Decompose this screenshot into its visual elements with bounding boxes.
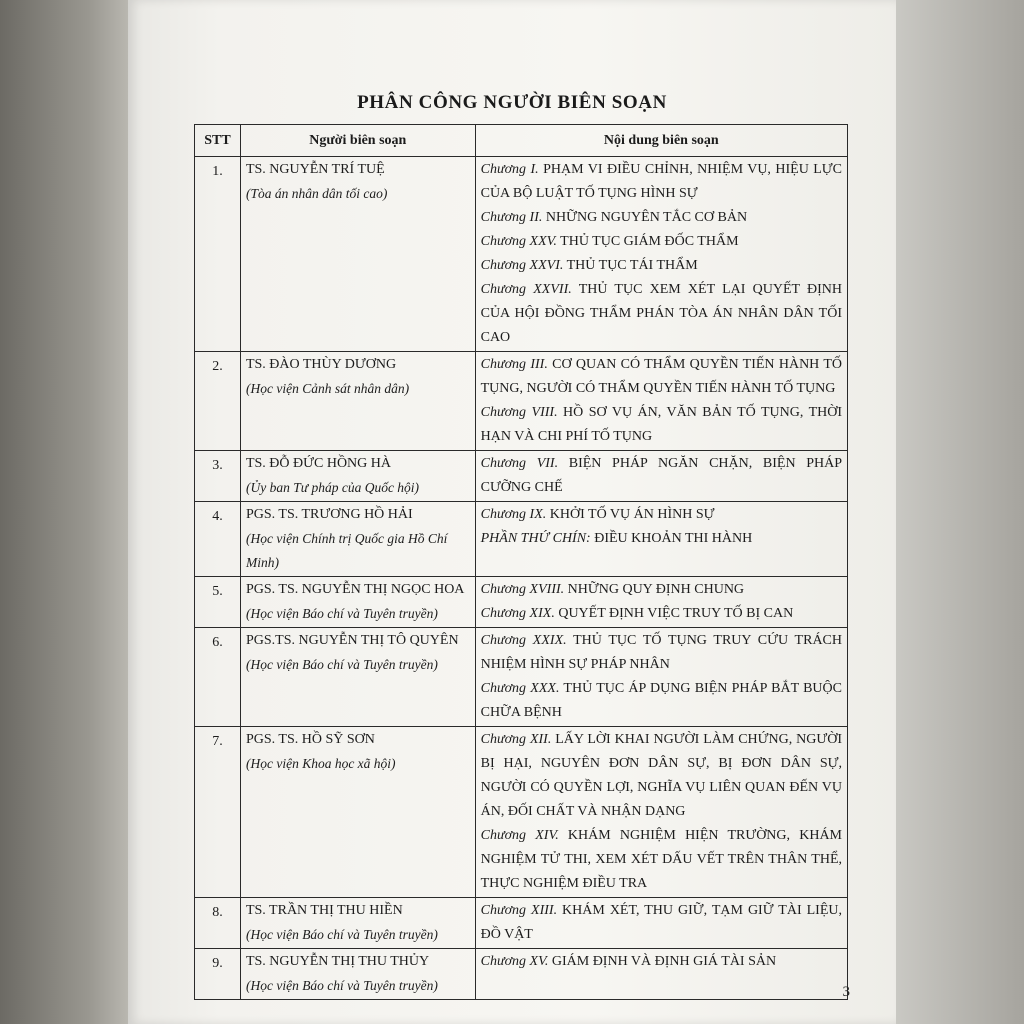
content-cell (475, 628, 847, 727)
chapter-title: THỦ TỤC TỐ TỤNG TRUY CỨU TRÁCH NHIỆM HÌNH SỰ PHÁP NHÂN (480, 633, 842, 672)
chapter-entry (481, 278, 842, 350)
chapter-title: BIỆN PHÁP NGĂN CHẶN, BIỆN PHÁP CƯỠNG CHẾ (480, 456, 842, 495)
chapter-entry (481, 527, 842, 551)
chapter-number: Chương VII. (480, 456, 559, 471)
facing-page-right (896, 0, 1024, 1024)
author-name: PGS. TS. NGUYỄN THỊ NGỌC HOA (245, 582, 465, 597)
author-name: TS. ĐÀO THÙY DƯƠNG (245, 357, 397, 372)
table-row (195, 949, 848, 1000)
chapter-number: Chương XXVI. (480, 258, 564, 273)
chapter-number: Chương III. (480, 357, 548, 372)
author-cell (240, 577, 475, 628)
author-name: TS. NGUYỄN TRÍ TUỆ (245, 162, 385, 177)
chapter-number: Chương II. (480, 210, 543, 225)
chapter-entry (481, 629, 842, 677)
chapter-entry (481, 503, 842, 527)
author-name: TS. TRẦN THỊ THU HIỀN (245, 903, 403, 918)
chapter-entry (481, 353, 842, 401)
author-organization: (Học viện Báo chí và Tuyên truyền) (245, 978, 438, 993)
chapter-title: LẤY LỜI KHAI NGƯỜI LÀM CHỨNG, NGƯỜI BỊ HẠI, NGUYÊN ĐƠN DÂN SỰ, BỊ ĐƠN DÂN SỰ, NGƯỜI CÓ QUYỀN LỢI, NGHĨA VỤ LIÊN QUAN ĐẾN VỤ ÁN, ĐỐI CHẤT VÀ NHẬN DẠNG (480, 732, 842, 819)
content-cell (475, 898, 847, 949)
chapter-title: CƠ QUAN CÓ THẨM QUYỀN TIẾN HÀNH TỐ TỤNG, NGƯỜI CÓ THẨM QUYỀN TIẾN HÀNH TỐ TỤNG (480, 357, 842, 396)
chapter-entry (481, 824, 842, 896)
content-cell (475, 451, 847, 502)
chapter-title: PHẠM VI ĐIỀU CHỈNH, NHIỆM VỤ, HIỆU LỰC CỦA BỘ LUẬT TỐ TỤNG HÌNH SỰ (480, 162, 843, 201)
header-content: Nội dung biên soạn (475, 125, 847, 157)
chapter-title: THỦ TỤC GIÁM ĐỐC THẨM (556, 234, 739, 249)
chapter-entry (481, 452, 842, 500)
author-organization: (Học viện Báo chí và Tuyên truyền) (245, 606, 438, 621)
table-body (195, 157, 848, 1000)
row-number: 1. (195, 157, 241, 352)
table-row (195, 157, 848, 352)
content-cell (475, 727, 847, 898)
chapter-entry (481, 158, 842, 206)
chapter-number: Chương XIV. (480, 828, 559, 843)
chapter-number: Chương XIX. (480, 606, 555, 621)
row-number: 3. (195, 451, 241, 502)
author-cell (240, 727, 475, 898)
chapter-number: Chương IX. (480, 507, 547, 522)
chapter-number: Chương XXIX. (480, 633, 567, 648)
content-cell (475, 157, 847, 352)
table-header-row (195, 125, 848, 157)
content-cell (475, 352, 847, 451)
author-name: PGS.TS. NGUYỄN THỊ TÔ QUYÊN (245, 633, 459, 648)
content-cell (475, 949, 847, 1000)
chapter-entry (481, 602, 842, 626)
table-row (195, 352, 848, 451)
author-assignment-table (194, 124, 848, 1000)
chapter-title: NHỮNG NGUYÊN TẮC CƠ BẢN (542, 210, 748, 225)
chapter-number: Chương XXV. (480, 234, 557, 249)
row-number: 4. (195, 502, 241, 577)
author-cell (240, 949, 475, 1000)
author-name: PGS. TS. TRƯƠNG HỒ HẢI (245, 507, 413, 522)
author-cell (240, 352, 475, 451)
author-cell (240, 451, 475, 502)
chapter-title: NHỮNG QUY ĐỊNH CHUNG (564, 582, 745, 597)
author-name: TS. NGUYỄN THỊ THU THỦY (245, 954, 430, 969)
page-number: 3 (842, 984, 850, 1000)
chapter-entry (481, 728, 842, 824)
chapter-entry (481, 401, 842, 449)
row-number: 9. (195, 949, 241, 1000)
author-organization: (Học viện Báo chí và Tuyên truyền) (245, 657, 438, 672)
author-organization: (Học viện Cảnh sát nhân dân) (245, 381, 410, 396)
chapter-entry (481, 950, 842, 974)
chapter-title: ĐIỀU KHOẢN THI HÀNH (590, 531, 753, 546)
content-cell (475, 577, 847, 628)
chapter-number: Chương XVIII. (480, 582, 565, 597)
author-cell (240, 898, 475, 949)
row-number: 6. (195, 628, 241, 727)
chapter-number: Chương XIII. (480, 903, 558, 918)
header-stt: STT (195, 125, 241, 157)
table-row (195, 727, 848, 898)
chapter-title: KHỞI TỐ VỤ ÁN HÌNH SỰ (546, 507, 715, 522)
content-cell (475, 502, 847, 577)
chapter-entry (481, 899, 842, 947)
header-author: Người biên soạn (240, 125, 475, 157)
chapter-title: THỦ TỤC XEM XÉT LẠI QUYẾT ĐỊNH CỦA HỘI ĐỒNG THẨM PHÁN TÒA ÁN NHÂN DÂN TỐI CAO (480, 282, 842, 345)
chapter-entry (481, 254, 842, 278)
author-organization: (Học viện Khoa học xã hội) (245, 756, 396, 771)
author-cell (240, 628, 475, 727)
chapter-entry (481, 578, 842, 602)
author-organization: (Ủy ban Tư pháp của Quốc hội) (245, 480, 420, 495)
chapter-title: GIÁM ĐỊNH VÀ ĐỊNH GIÁ TÀI SẢN (548, 954, 777, 969)
author-name: PGS. TS. HỒ SỸ SƠN (245, 732, 375, 747)
chapter-number: Chương I. (480, 162, 539, 177)
chapter-number: Chương VIII. (480, 405, 558, 420)
chapter-number: Chương XXVII. (480, 282, 572, 297)
document-page (128, 0, 896, 1024)
chapter-entry (481, 230, 842, 254)
row-number: 2. (195, 352, 241, 451)
chapter-title: KHÁM XÉT, THU GIỮ, TẠM GIỮ TÀI LIỆU, ĐỒ VẬT (480, 903, 842, 942)
author-organization: (Học viện Chính trị Quốc gia Hồ Chí Minh) (245, 531, 448, 570)
row-number: 8. (195, 898, 241, 949)
table-row (195, 628, 848, 727)
chapter-entry (481, 206, 842, 230)
chapter-title: THỦ TỤC TÁI THẨM (563, 258, 698, 273)
table-row (195, 451, 848, 502)
book-binding-left (0, 0, 128, 1024)
table-row (195, 502, 848, 577)
chapter-number: PHẦN THỨ CHÍN: (480, 531, 591, 546)
chapter-number: Chương XII. (480, 732, 552, 747)
chapter-number: Chương XXX. (480, 681, 560, 696)
chapter-number: Chương XV. (480, 954, 549, 969)
chapter-title: QUYẾT ĐỊNH VIỆC TRUY TỐ BỊ CAN (554, 606, 794, 621)
chapter-title: HỒ SƠ VỤ ÁN, VĂN BẢN TỐ TỤNG, THỜI HẠN VÀ CHI PHÍ TỐ TỤNG (480, 405, 843, 444)
row-number: 5. (195, 577, 241, 628)
page-title: PHÂN CÔNG NGƯỜI BIÊN SOẠN (357, 92, 667, 113)
chapter-title: THỦ TỤC ÁP DỤNG BIỆN PHÁP BẮT BUỘC CHỮA BỆNH (480, 681, 842, 720)
row-number: 7. (195, 727, 241, 898)
author-name: TS. ĐỖ ĐỨC HỒNG HÀ (245, 456, 391, 471)
chapter-title: KHÁM NGHIỆM HIỆN TRƯỜNG, KHÁM NGHIỆM TỬ THI, XEM XÉT DẤU VẾT TRÊN THÂN THỂ, THỰC NGHIỆM ĐIỀU TRA (480, 828, 842, 891)
author-cell (240, 502, 475, 577)
table-row (195, 577, 848, 628)
table-row (195, 898, 848, 949)
chapter-entry (481, 677, 842, 725)
author-organization: (Tòa án nhân dân tối cao) (245, 186, 388, 201)
author-cell (240, 157, 475, 352)
author-organization: (Học viện Báo chí và Tuyên truyền) (245, 927, 438, 942)
